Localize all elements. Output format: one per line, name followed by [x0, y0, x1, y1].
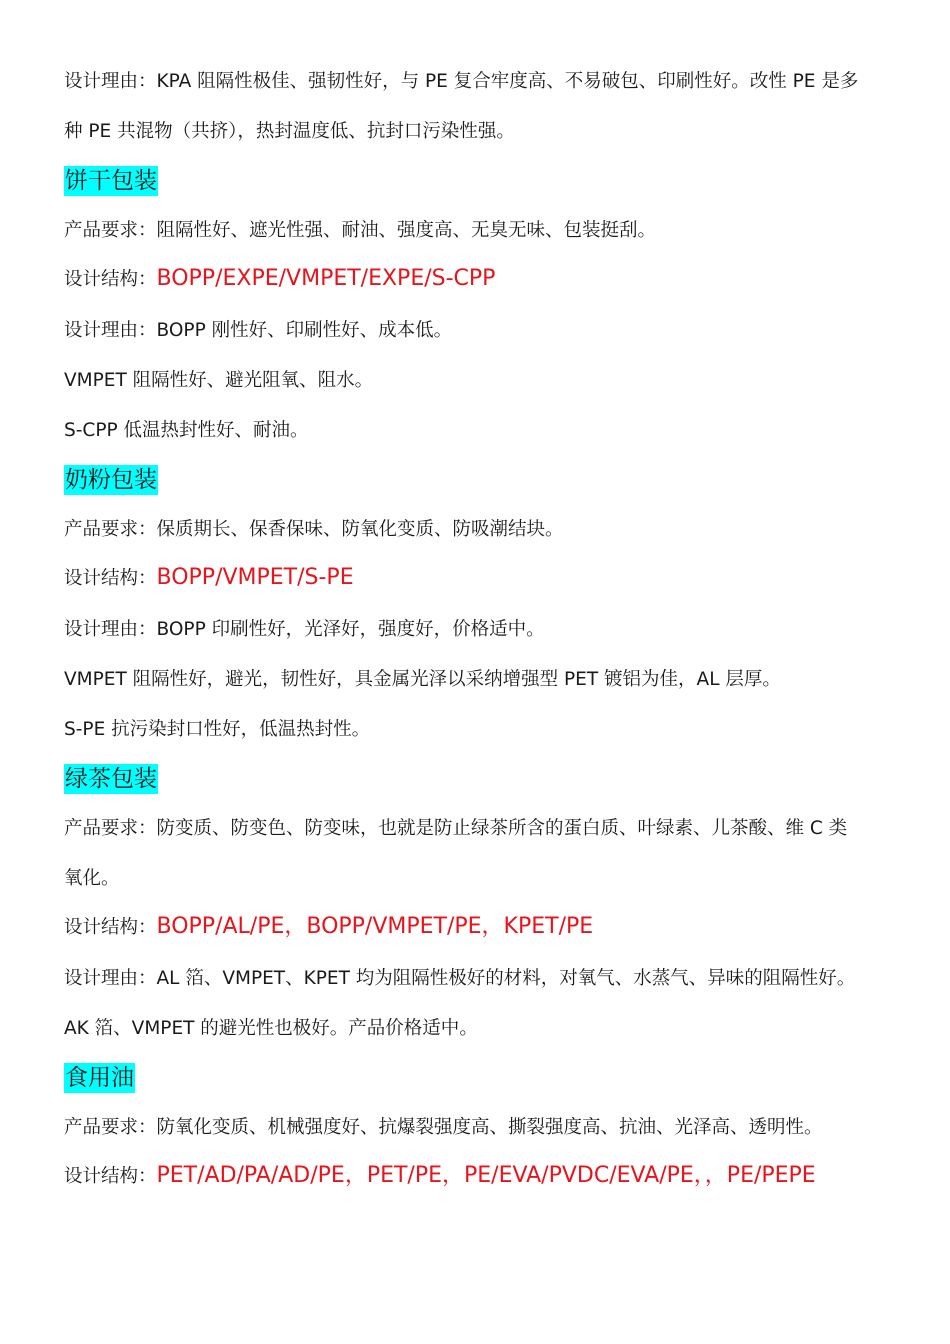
section-heading-milk-powder: 奶粉包装 — [65, 467, 157, 493]
design-structure-milk-powder — [64, 565, 354, 592]
product-requirement-edible-oil: 产品要求：防氧化变质、机械强度好、抗爆裂强度高、撕裂强度高、抗油、光泽高、透明性。 — [64, 1117, 823, 1138]
design-reason-biscuit-scpp: S-CPP 低温热封性好、耐油。 — [64, 420, 309, 441]
design-reason-milk-powder-vmpet: VMPET 阻隔性好，避光，韧性好，具金属光泽以采纳增强型 PET 镀铝为佳，AL 层厚。 — [64, 669, 781, 690]
design-structure-value: BOPP/EXPE/VMPET/EXPE/S-CPP — [156, 266, 496, 291]
section-heading-biscuit: 饼干包装 — [65, 168, 157, 194]
design-structure-value: BOPP/AL/PE，BOPP/VMPET/PE，KPET/PE — [156, 914, 594, 939]
design-structure-biscuit — [64, 266, 495, 293]
design-reason-biscuit-vmpet: VMPET 阻隔性好、避光阻氧、阻水。 — [64, 370, 374, 391]
design-structure-label: 设计结构： — [64, 269, 157, 290]
design-structure-value: PET/AD/PA/AD/PE，PET/PE，PE/EVA/PVDC/EVA/PE，，PE/PEPE — [156, 1163, 816, 1188]
product-requirement-green-tea-cont: 氧化。 — [64, 868, 120, 889]
design-reason-green-tea: 设计理由：AL 箔、VMPET、KPET 均为阻隔性极好的材料，对氧气、水蒸气、异味的阻隔性好。 — [64, 968, 856, 989]
design-structure-label: 设计结构： — [64, 917, 157, 938]
section-heading-edible-oil: 食用油 — [65, 1065, 134, 1091]
section-heading-green-tea: 绿茶包装 — [65, 766, 157, 792]
product-requirement-biscuit: 产品要求：阻隔性好、遮光性强、耐油、强度高、无臭无味、包装挺刮。 — [64, 220, 657, 241]
design-reason-biscuit: 设计理由：BOPP 刚性好、印刷性好、成本低。 — [64, 320, 453, 341]
design-structure-value: BOPP/VMPET/S-PE — [156, 565, 354, 590]
paragraph-design-reason-kpa-cont: 种 PE 共混物（共挤），热封温度低、抗封口污染性强。 — [64, 121, 515, 142]
design-structure-label: 设计结构： — [64, 568, 157, 589]
design-structure-label: 设计结构： — [64, 1166, 157, 1187]
product-requirement-milk-powder: 产品要求：保质期长、保香保味、防氧化变质、防吸潮结块。 — [64, 519, 564, 540]
design-reason-milk-powder: 设计理由：BOPP 印刷性好，光泽好，强度好，价格适中。 — [64, 619, 545, 640]
design-structure-green-tea — [64, 914, 593, 941]
design-reason-milk-powder-spe: S-PE 抗污染封口性好，低温热封性。 — [64, 719, 371, 740]
paragraph-design-reason-kpa: 设计理由：KPA 阻隔性极佳、强韧性好，与 PE 复合牢度高、不易破包、印刷性好。改性 PE 是多 — [64, 71, 859, 92]
design-reason-green-tea-cont: AK 箔、VMPET 的避光性也极好。产品价格适中。 — [64, 1018, 478, 1039]
product-requirement-green-tea: 产品要求：防变质、防变色、防变味，也就是防止绿茶所含的蛋白质、叶绿素、儿茶酸、维 C 类 — [64, 818, 848, 839]
design-structure-edible-oil — [64, 1163, 816, 1190]
